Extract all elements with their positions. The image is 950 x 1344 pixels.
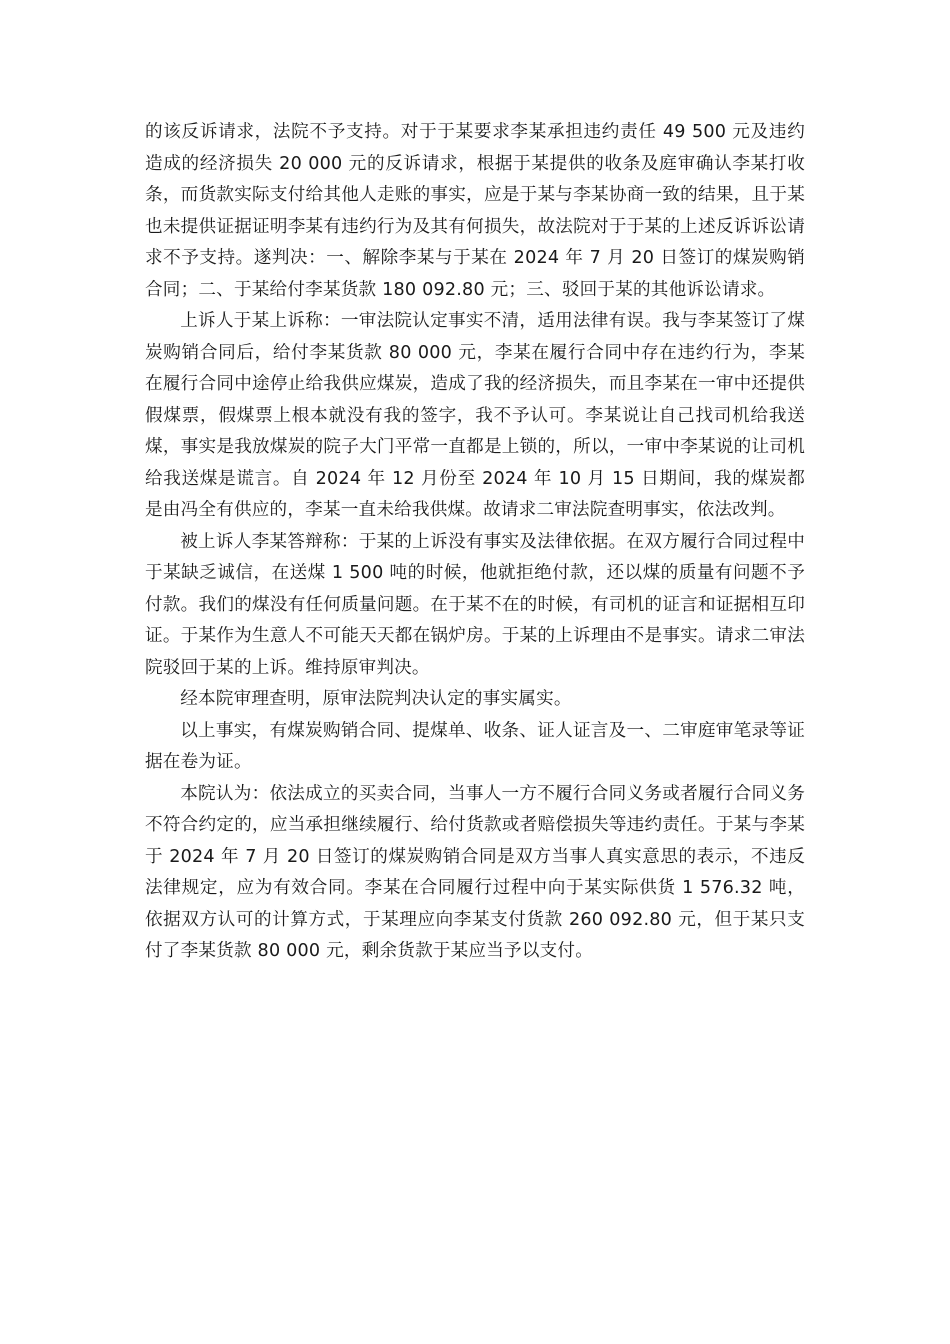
paragraph-appellant-claim: 上诉人于某上诉称：一审法院认定事实不清，适用法律有误。我与李某签订了煤炭购销合同后，给付李某货款 80 000 元，李某在履行合同中存在违约行为，李某在履行合同中途停止给我供应煤炭，造成了我的经济损失，而且李某在一审中还提供假煤票，假煤票上根本就没有我的签字，我不予认可。李某说让自己找司机给我送煤，事实是我放煤炭的院子大门平常一直都是上锁的，所以，一审中李某说的让司机给我送煤是谎言。自 2024 年 12 月份至 2024 年 10 月 15 日期间，我的煤炭都是由冯全有供应的，李某一直未给我供煤。故请求二审法院查明事实，依法改判。 bbox=[145, 311, 805, 520]
paragraph-evidence: 以上事实，有煤炭购销合同、提煤单、收条、证人证言及一、二审庭审笔录等证据在卷为证。 bbox=[145, 720, 805, 772]
paragraph-court-finding: 经本院审理查明，原审法院判决认定的事实属实。 bbox=[180, 689, 572, 709]
paragraph-appellee-defense: 被上诉人李某答辩称：于某的上诉没有事实及法律依据。在双方履行合同过程中于某缺乏诚信，在送煤 1 500 吨的时候，他就拒绝付款，还以煤的质量有问题不予付款。我们的煤没有任何质量问题。在于某不在的时候，有司机的证言和证据相互印证。于某作为生意人不可能天天都在锅炉房。于某的上诉理由不是事实。请求二审法院驳回于某的上诉。维持原审判决。 bbox=[145, 531, 805, 678]
paragraph-court-opinion: 本院认为：依法成立的买卖合同，当事人一方不履行合同义务或者履行合同义务不符合约定的，应当承担继续履行、给付货款或者赔偿损失等违约责任。于某与李某于 2024 年 7 月 20 日签订的煤炭购销合同是双方当事人真实意思的表示，不违反法律规定，应为有效合同。李某在合同履行过程中向于某实际供货 1 576.32 吨，依据双方认可的计算方式，于某理应向李某支付货款 260 092.80 元，但于某只支付了李某货款 80 000 元，剩余货款于某应当予以支付。 bbox=[145, 783, 805, 961]
document-page bbox=[145, 117, 805, 968]
paragraph-judgment-continuation: 的该反诉请求，法院不予支持。对于于某要求李某承担违约责任 49 500 元及违约造成的经济损失 20 000 元的反诉请求，根据于某提供的收条及庭审确认李某打收条，而货款实际支付给其他人走账的事实，应是于某与李某协商一致的结果，且于某也未提供证据证明李某有违约行为及其有何损失，故法院对于于某的上述反诉诉讼请求不予支持。遂判决：一、解除李某与于某在 2024 年 7 月 20 日签订的煤炭购销合同；二、于某给付李某货款 180 092.80 元；三、驳回于某的其他诉讼请求。 bbox=[145, 122, 805, 300]
